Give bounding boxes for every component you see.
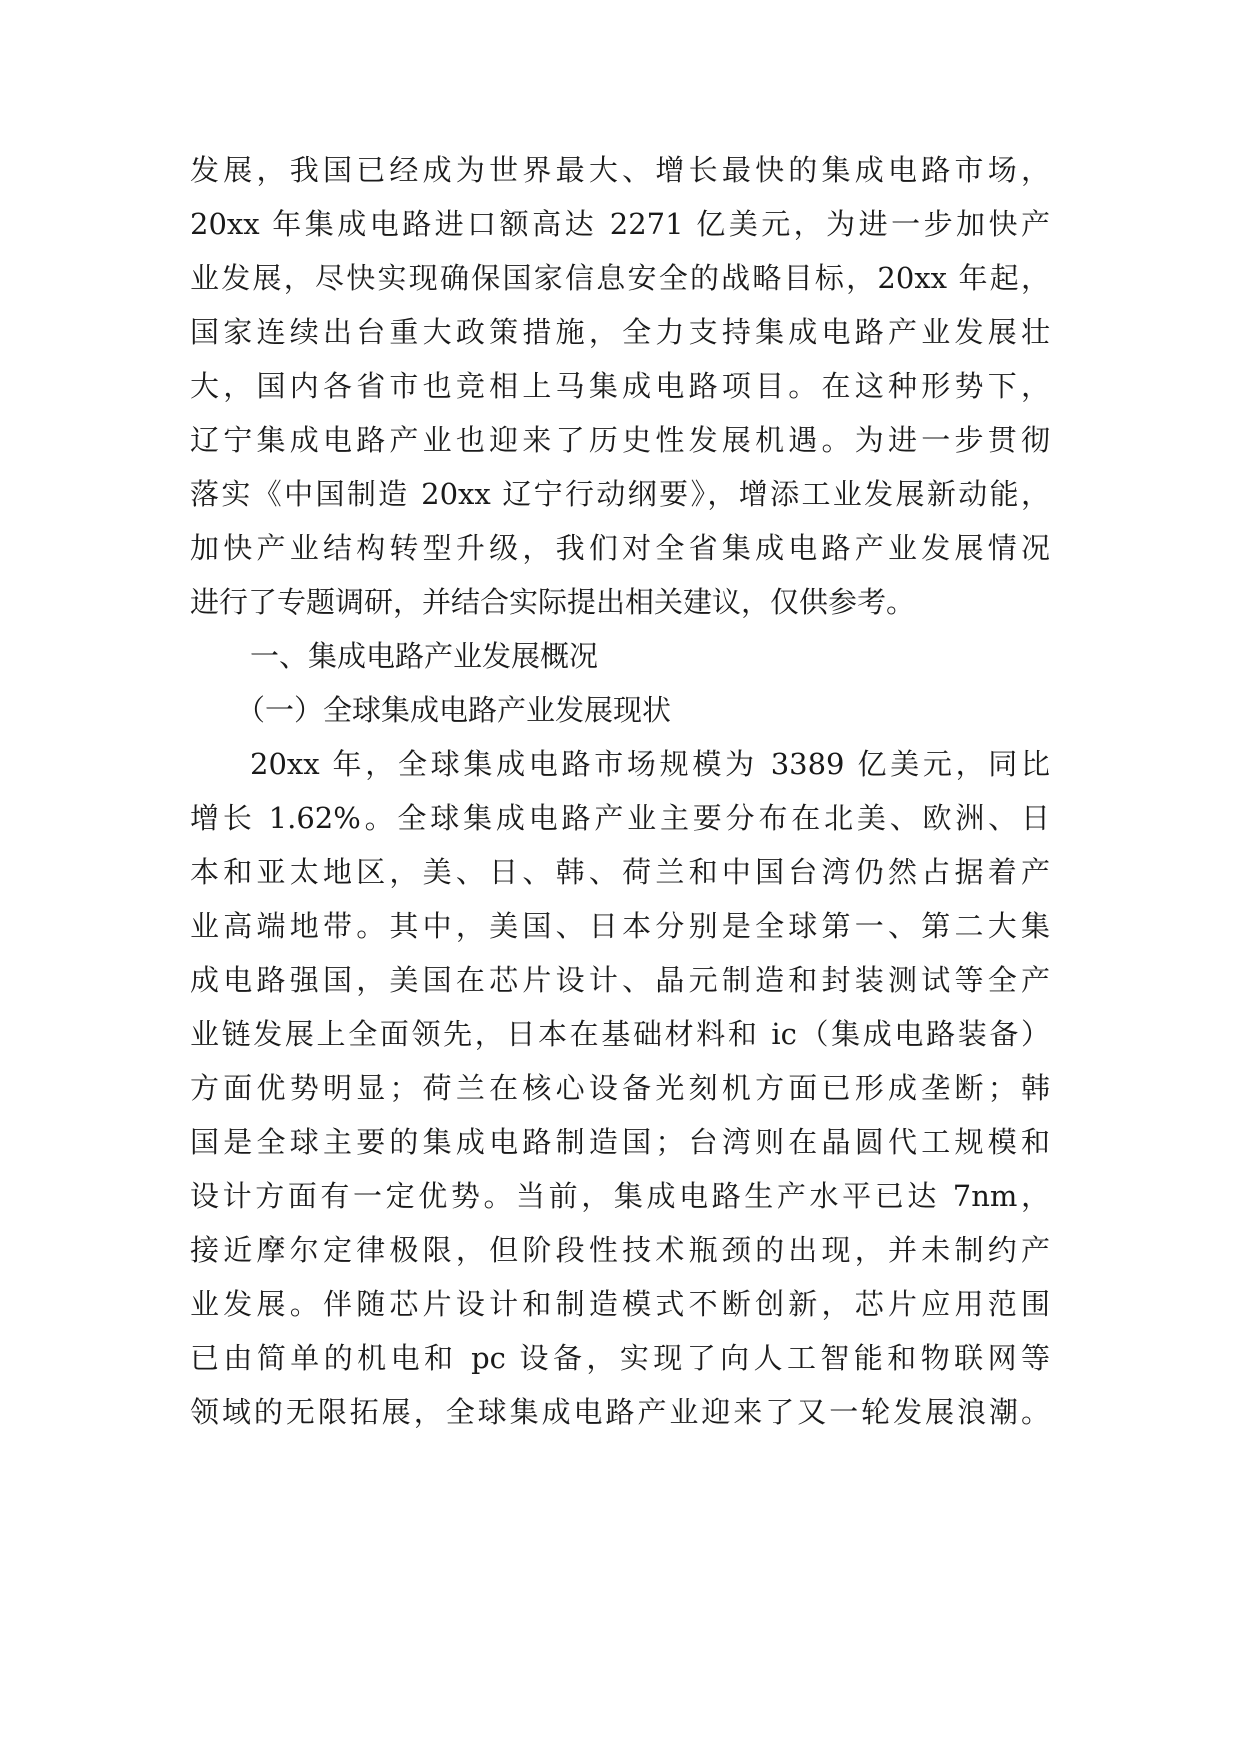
text-line: 国是全球主要的集成电路制造国；台湾则在晶圆代工规模和 [190, 1125, 1050, 1159]
text-line: 设计方面有一定优势。当前，集成电路生产水平已达 7nm， [190, 1179, 1050, 1213]
text-line: 辽宁集成电路产业也迎来了历史性发展机遇。为进一步贯彻 [190, 423, 1050, 457]
text-line: 已由简单的机电和 pc 设备，实现了向人工智能和物联网等 [190, 1341, 1050, 1375]
text-line: 成电路强国，美国在芯片设计、晶元制造和封装测试等全产 [190, 963, 1050, 997]
text-line: 进行了专题调研，并结合实际提出相关建议，仅供参考。 [190, 585, 916, 619]
text-line: 落实《中国制造 20xx 辽宁行动纲要》，增添工业发展新动能， [190, 477, 1050, 511]
text-line: 业发展。伴随芯片设计和制造模式不断创新，芯片应用范围 [190, 1287, 1050, 1321]
text-line: 国家连续出台重大政策措施，全力支持集成电路产业发展壮 [190, 315, 1050, 349]
text-line: 20xx 年集成电路进口额高达 2271 亿美元，为进一步加快产 [190, 207, 1050, 241]
subsection-heading: （一）全球集成电路产业发展现状 [236, 693, 672, 727]
text-line: 业高端地带。其中，美国、日本分别是全球第一、第二大集 [190, 909, 1050, 943]
text-line: 发展，我国已经成为世界最大、增长最快的集成电路市场， [190, 153, 1050, 187]
text-line: 业发展，尽快实现确保国家信息安全的战略目标，20xx 年起， [190, 261, 1050, 295]
text-line: 增长 1.62%。全球集成电路产业主要分布在北美、欧洲、日 [190, 801, 1050, 835]
text-line: 方面优势明显；荷兰在核心设备光刻机方面已形成垄断；韩 [190, 1071, 1050, 1105]
text-line: 20xx 年，全球集成电路市场规模为 3389 亿美元，同比 [250, 747, 1050, 781]
text-line: 本和亚太地区，美、日、韩、荷兰和中国台湾仍然占据着产 [190, 855, 1050, 889]
text-line: 接近摩尔定律极限，但阶段性技术瓶颈的出现，并未制约产 [190, 1233, 1050, 1267]
text-line: 大，国内各省市也竞相上马集成电路项目。在这种形势下， [190, 369, 1050, 403]
text-line: 加快产业结构转型升级，我们对全省集成电路产业发展情况 [190, 531, 1050, 565]
section-heading: 一、集成电路产业发展概况 [250, 639, 599, 673]
text-line: 领域的无限拓展，全球集成电路产业迎来了又一轮发展浪潮。 [190, 1395, 1050, 1429]
text-line: 业链发展上全面领先，日本在基础材料和 ic（集成电路装备） [190, 1017, 1050, 1051]
